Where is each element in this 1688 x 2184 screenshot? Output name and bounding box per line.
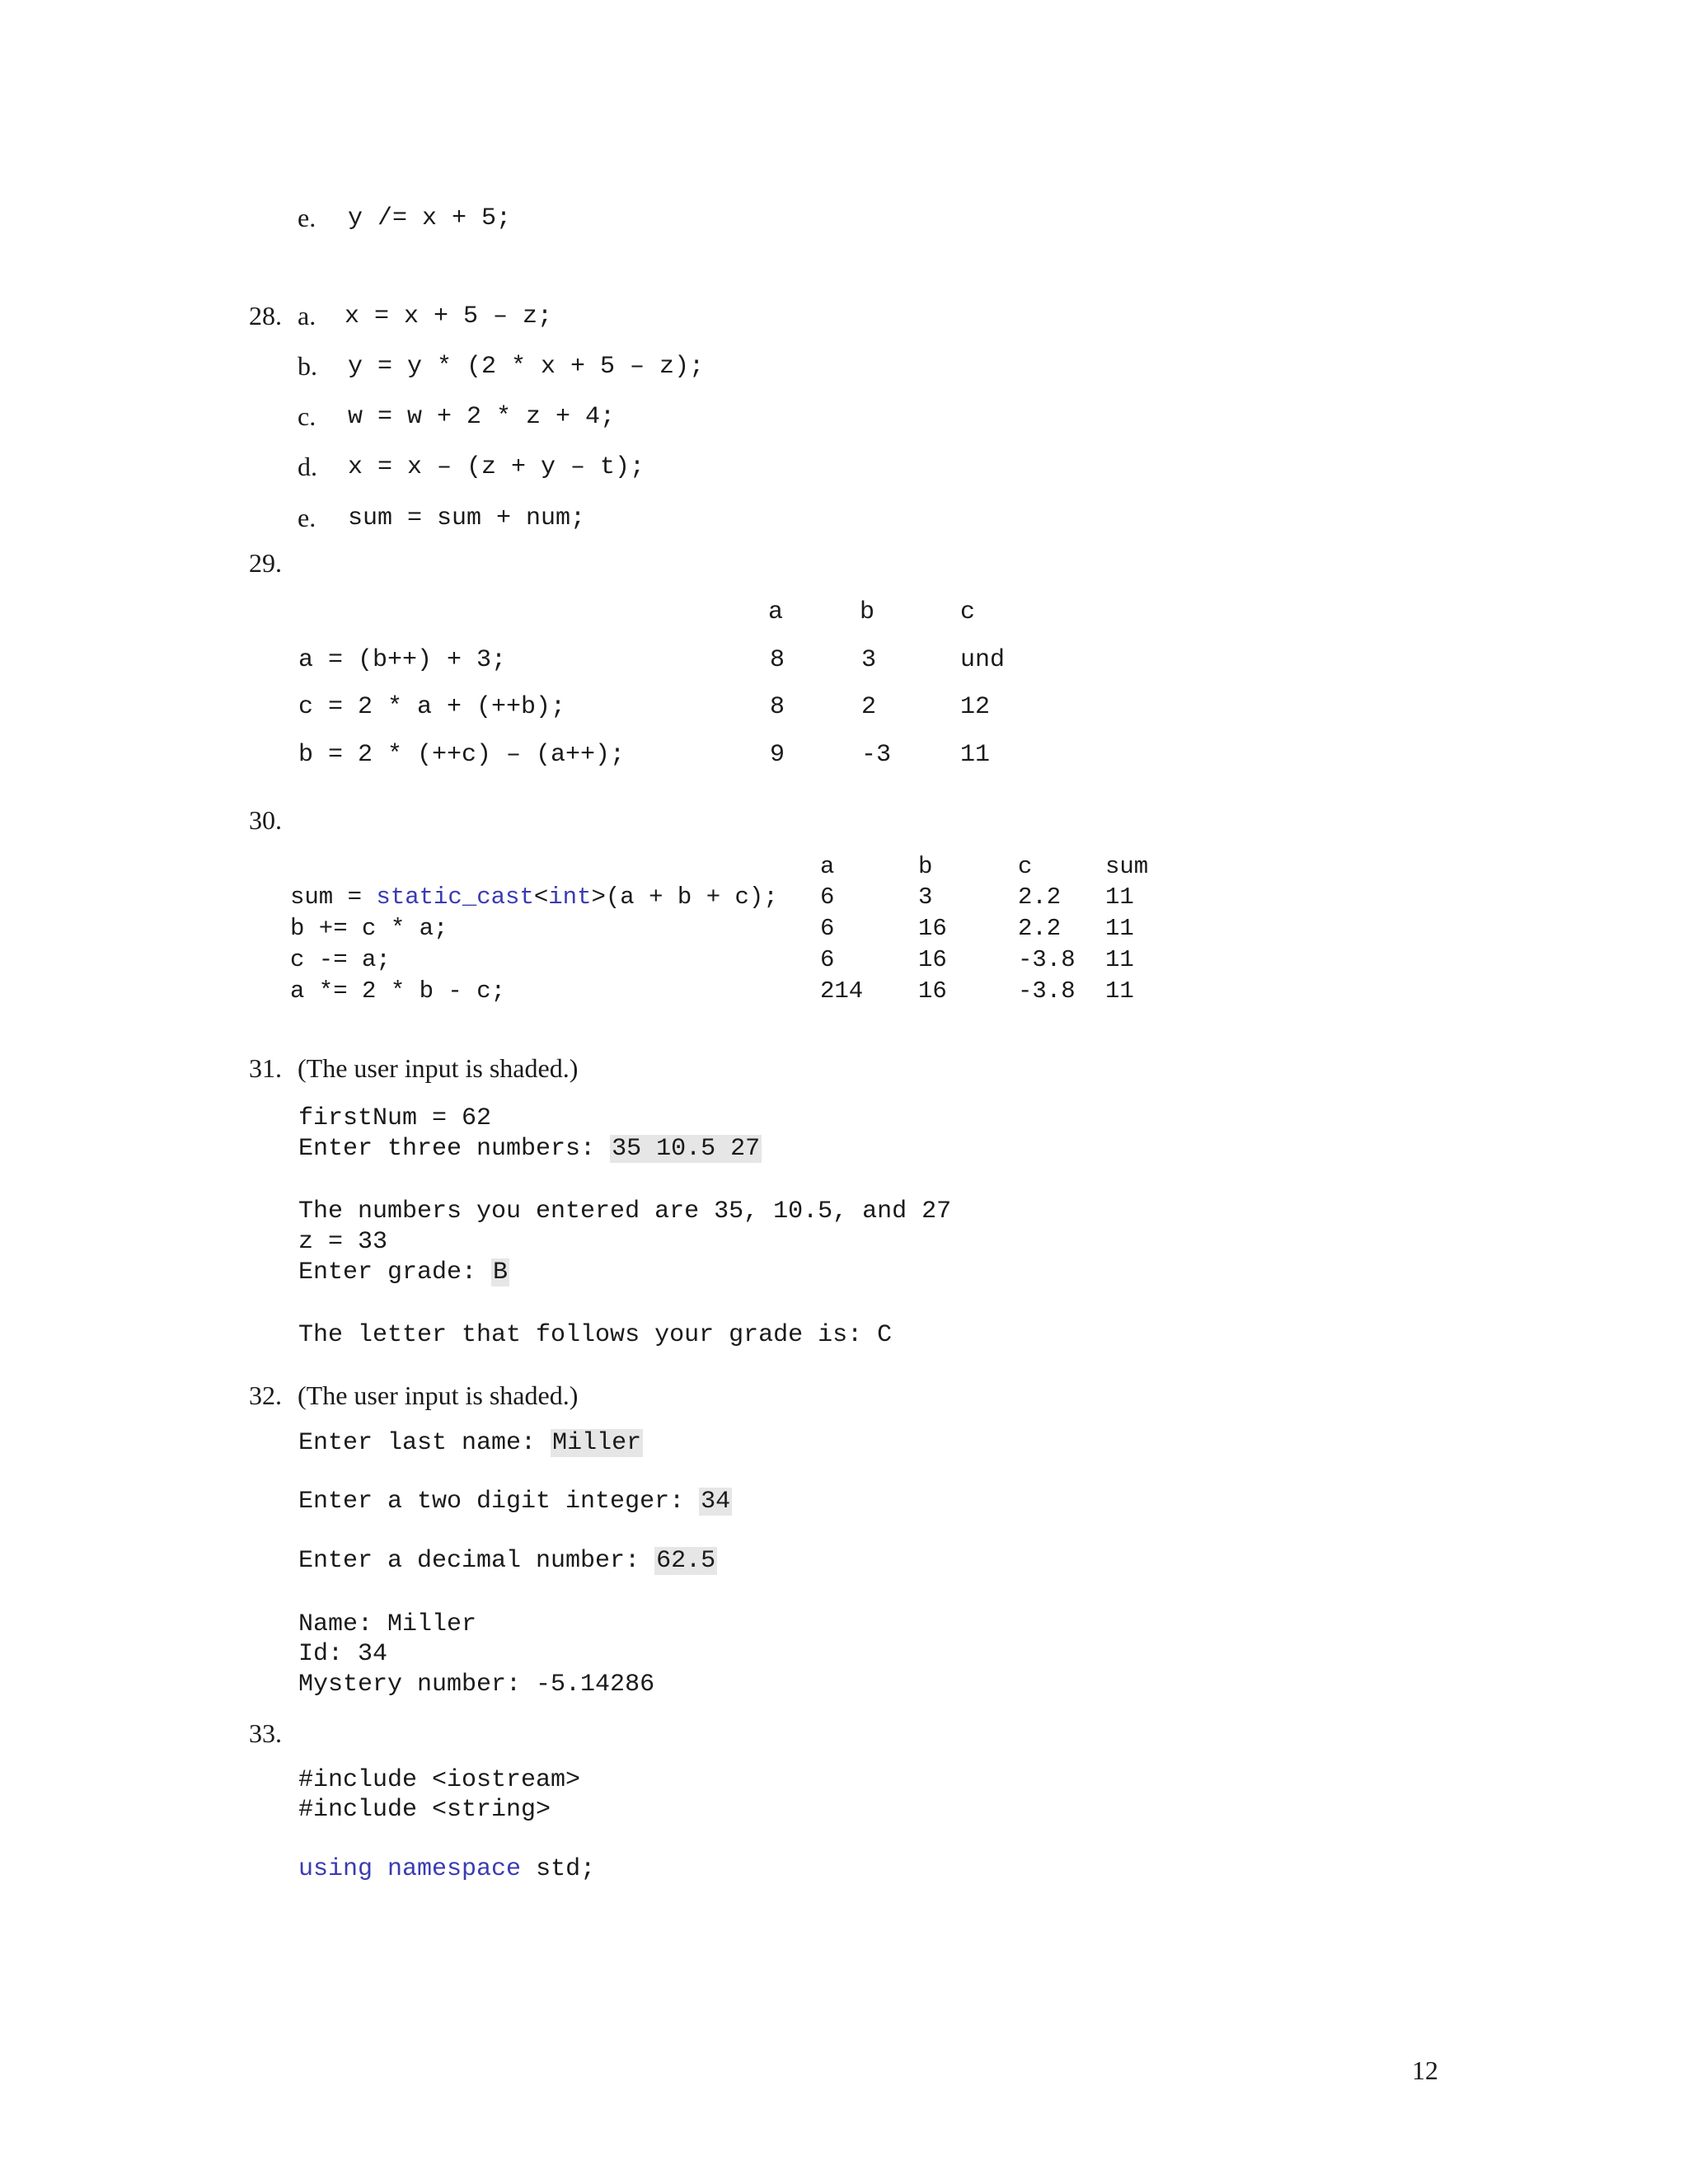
trace-value-c: und (960, 646, 1006, 674)
keyword-using: using (298, 1855, 373, 1883)
trace-value-a: 214 (820, 977, 864, 1005)
code-statement: w = w + 2 * z + 4; (348, 403, 616, 431)
trace-value-c: 2.2 (1018, 883, 1062, 911)
trace-statement: c -= a; (290, 946, 391, 973)
trace-statement: a = (b++) + 3; (298, 646, 507, 674)
trace-value-a: 8 (770, 646, 785, 674)
question-number: 31. (249, 1053, 282, 1083)
code-statement: sum = sum + num; (348, 504, 586, 532)
trace-value-b: 16 (918, 915, 947, 942)
console-prompt: Enter three numbers: (298, 1135, 611, 1163)
item-label: e. (298, 503, 316, 532)
item-label: e. (298, 203, 316, 232)
column-header-a: a (820, 853, 835, 880)
trace-value-b: 16 (918, 946, 947, 973)
console-output: Mystery number: -5.14286 (298, 1671, 655, 1699)
console-output (298, 1429, 643, 1457)
user-input: 34 (701, 1488, 731, 1516)
keyword-int: int (548, 883, 592, 911)
trace-value-c: -3.8 (1018, 977, 1076, 1005)
console-output (298, 1258, 509, 1286)
trace-statement: b = 2 * (++c) – (a++); (298, 741, 626, 769)
question-number: 30. (249, 805, 282, 835)
question-note: (The user input is shaded.) (298, 1380, 579, 1410)
trace-statement (290, 883, 778, 911)
trace-value-c: 12 (960, 693, 991, 721)
console-output: The letter that follows your grade is: C (298, 1321, 893, 1349)
trace-value-b: 2 (861, 693, 877, 721)
trace-value-a: 9 (770, 741, 785, 769)
item-label: c. (298, 401, 316, 431)
code-statement: x = x + 5 – z; (345, 302, 553, 330)
question-number: 28. (249, 301, 282, 330)
trace-value-a: 8 (770, 693, 785, 721)
console-prompt: Enter last name: (298, 1429, 551, 1457)
trace-value-a: 6 (820, 883, 835, 911)
user-input: Miller (552, 1429, 642, 1457)
trace-value-sum: 11 (1105, 883, 1134, 911)
column-header-sum: sum (1105, 853, 1149, 880)
code-using-namespace (298, 1855, 595, 1883)
console-prompt: Enter a decimal number: (298, 1547, 655, 1575)
trace-statement: b += c * a; (290, 915, 448, 942)
console-output (298, 1135, 762, 1163)
keyword-namespace: namespace (387, 1855, 522, 1883)
trace-value-a: 6 (820, 946, 835, 973)
console-output: Id: 34 (298, 1640, 388, 1668)
trace-value-c: 11 (960, 741, 991, 769)
column-header-c: c (1018, 853, 1033, 880)
statement-text: sum = (290, 883, 377, 911)
trace-value-sum: 11 (1105, 915, 1134, 942)
column-header-c: c (960, 598, 976, 626)
trace-value-c: -3.8 (1018, 946, 1076, 973)
question-note: (The user input is shaded.) (298, 1053, 579, 1083)
statement-text: < (533, 883, 549, 911)
code-include: #include <iostream> (298, 1766, 581, 1794)
question-number: 32. (249, 1380, 282, 1410)
namespace-name: std; (521, 1855, 596, 1883)
statement-text: >(a + b + c); (591, 883, 778, 911)
question-number: 29. (249, 548, 282, 578)
code-include: #include <string> (298, 1796, 551, 1824)
trace-statement: a *= 2 * b - c; (290, 977, 506, 1005)
console-output: firstNum = 62 (298, 1104, 492, 1132)
item-label: a. (298, 301, 316, 330)
trace-value-a: 6 (820, 915, 835, 942)
console-output (298, 1488, 732, 1516)
keyword-static-cast: static_cast (376, 883, 534, 911)
trace-value-sum: 11 (1105, 977, 1134, 1005)
column-header-b: b (860, 598, 875, 626)
code-statement: y = y * (2 * x + 5 – z); (348, 353, 705, 381)
console-output: z = 33 (298, 1228, 388, 1256)
user-input: B (493, 1258, 509, 1286)
trace-value-b: 16 (918, 977, 947, 1005)
question-number: 33. (249, 1718, 282, 1748)
trace-value-b: 3 (861, 646, 877, 674)
item-label: d. (298, 452, 317, 481)
trace-value-sum: 11 (1105, 946, 1134, 973)
code-statement: y /= x + 5; (348, 204, 512, 232)
console-output (298, 1547, 717, 1575)
column-header-b: b (918, 853, 933, 880)
console-output: Name: Miller (298, 1610, 477, 1638)
console-prompt: Enter a two digit integer: (298, 1488, 700, 1516)
trace-statement: c = 2 * a + (++b); (298, 693, 566, 721)
page-number: 12 (1412, 2055, 1438, 2085)
console-output: The numbers you entered are 35, 10.5, and 27 (298, 1197, 952, 1226)
code-statement: x = x – (z + y – t); (348, 453, 645, 481)
trace-value-b: -3 (861, 741, 892, 769)
trace-value-c: 2.2 (1018, 915, 1062, 942)
user-input: 35 10.5 27 (612, 1135, 761, 1163)
user-input: 62.5 (656, 1547, 716, 1575)
item-label: b. (298, 351, 317, 381)
column-header-a: a (768, 598, 784, 626)
console-prompt: Enter grade: (298, 1258, 492, 1286)
trace-value-b: 3 (918, 883, 933, 911)
